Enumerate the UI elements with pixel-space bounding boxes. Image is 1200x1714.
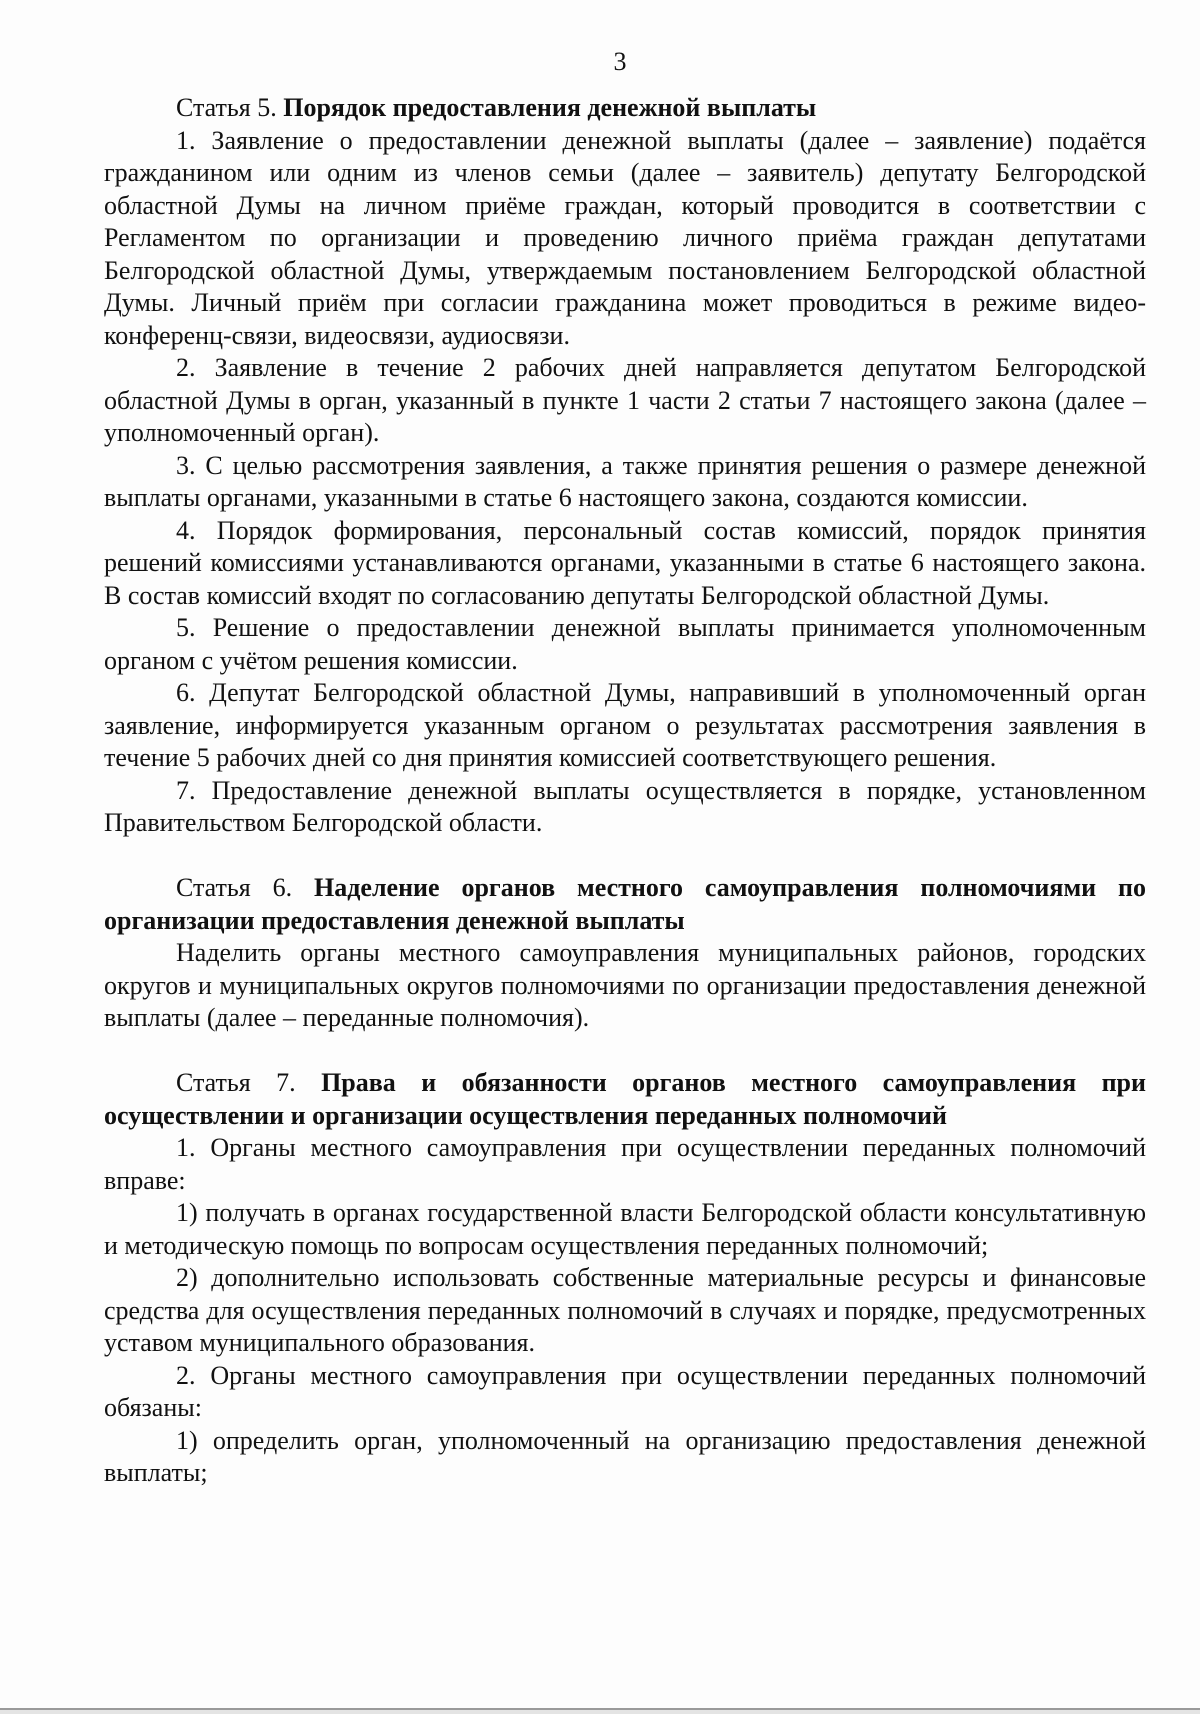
paragraph: 7. Предоставление денежной выплаты осуществляется в порядке, установленном Правительством Белгородской области.	[104, 775, 1146, 837]
paragraph: 2. Заявление в течение 2 рабочих дней направляется депутатом Белгородской областной Думы в орган, указанный в пункте 1 части 2 статьи 7 настоящего закона (далее – уполномоченный орган).	[104, 353, 1146, 447]
paragraph: 1) определить орган, уполномоченный на организацию предоставления денежной выплаты;	[104, 1425, 1146, 1487]
paragraph: 1. Заявление о предоставлении денежной выплаты (далее – заявление) подаётся гражданином или одним из членов семьи (далее – заявитель) депутату Белгородской областной Думы на личном приёме граждан, который проводится в соответствии с Регламентом по организации и проведению личного приёма граждан депутатами Белгородской областной Думы, утверждаемым постановлением Белгородской областной Думы. Личный приём при согласии гражданина может проводиться в режиме видео-конференц-связи, видеосвязи, аудиосвязи.	[104, 125, 1146, 350]
section-spacer	[104, 1035, 1146, 1068]
paragraph: 6. Депутат Белгородской областной Думы, направивший в уполномоченный орган заявление, информируется указанным органом о результатах рассмотрения заявления в течение 5 рабочих дней со дня принятия комиссией соответствующего решения.	[104, 678, 1146, 772]
section-spacer	[104, 840, 1146, 873]
article-label: Статья 6.	[176, 873, 293, 902]
article-6	[104, 872, 1146, 1035]
article-heading	[104, 1067, 1146, 1132]
paragraph: 4. Порядок формирования, персональный состав комиссий, порядок принятия решений комиссиями устанавливаются органами, указанными в статье 6 настоящего закона. В состав комиссий входят по согласованию депутаты Белгородской областной Думы.	[104, 515, 1146, 610]
paragraph: 2. Органы местного самоуправления при осуществлении переданных полномочий обязаны:	[104, 1360, 1146, 1422]
scan-edge-shadow	[0, 1710, 1200, 1714]
paragraph: 1. Органы местного самоуправления при осуществлении переданных полномочий вправе:	[104, 1133, 1146, 1195]
paragraph: Наделить органы местного самоуправления муниципальных районов, городских округов и муниципальных округов полномочиями по организации предоставления денежной выплаты (далее – переданные полномочия).	[104, 938, 1146, 1032]
article-heading	[104, 872, 1146, 937]
article-title: Права и обязанности органов местного самоуправления при осуществлении и организации осуществления переданных полномочий	[104, 1068, 1146, 1130]
article-5	[104, 92, 1146, 840]
article-7	[104, 1067, 1146, 1490]
paragraph: 1) получать в органах государственной власти Белгородской области консультативную и методическую помощь по вопросам осуществления переданных полномочий;	[104, 1198, 1146, 1260]
article-label: Статья 5.	[176, 93, 277, 122]
article-title: Порядок предоставления денежной выплаты	[283, 93, 817, 122]
article-heading	[104, 92, 1146, 125]
article-label: Статья 7.	[176, 1068, 296, 1097]
paragraph: 2) дополнительно использовать собственные материальные ресурсы и финансовые средства для осуществления переданных полномочий в случаях и порядке, предусмотренных уставом муниципального образования.	[104, 1263, 1146, 1357]
page-number: 3	[613, 47, 627, 76]
document-body	[104, 92, 1146, 1490]
article-title: Наделение органов местного самоуправления полномочиями по организации предоставления денежной выплаты	[104, 873, 1147, 935]
paragraph: 5. Решение о предоставлении денежной выплаты принимается уполномоченным органом с учётом решения комиссии.	[104, 613, 1146, 675]
paragraph: 3. С целью рассмотрения заявления, а также принятия решения о размере денежной выплаты органами, указанными в статье 6 настоящего закона, создаются комиссии.	[104, 450, 1146, 512]
